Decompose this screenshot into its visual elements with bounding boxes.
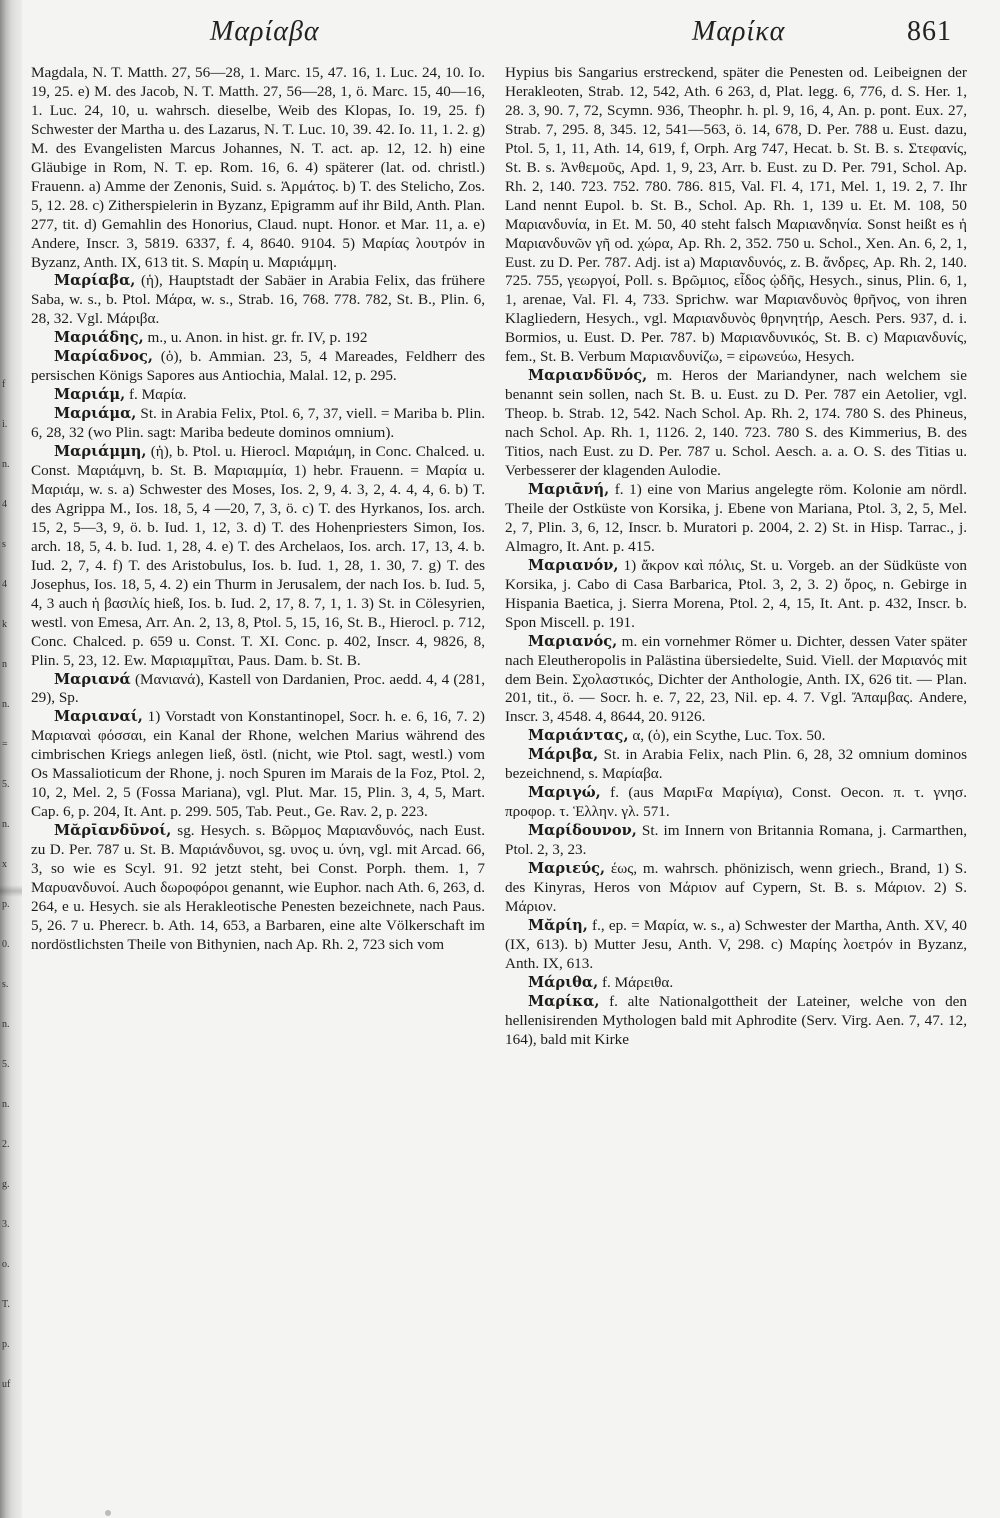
dictionary-entry: [505, 860, 967, 917]
margin-fragment: n.: [2, 699, 10, 710]
entry-headword: Μαριάδης,: [54, 329, 144, 347]
margin-fragment: n.: [2, 459, 10, 470]
dictionary-entry: [505, 633, 967, 728]
dictionary-entry: [505, 784, 967, 822]
entry-headword: Μαριάμμη,: [54, 443, 147, 461]
dictionary-entry: [31, 386, 485, 405]
margin-fragment: g.: [2, 1179, 10, 1190]
entry-headword: Μάριβα,: [528, 746, 599, 764]
margin-fragment: n: [2, 659, 7, 670]
entry-headword: Μαριεύς,: [528, 860, 606, 878]
margin-fragment: 5.: [2, 1059, 10, 1070]
entry-headword: Μᾰρῑανδῡνοί,: [54, 822, 172, 840]
entry-headword: Μαρίαδνος,: [54, 348, 153, 366]
dictionary-entry: [505, 917, 967, 974]
entry-text: m. ein vornehmer Römer u. Dichter, dessen Vater später nach Eleutheropolis in Palästina übersiedelte, Suid. Viell. der Μαριανός mit dem Bein. Σχολαστικός, Dichter der Anthologie, Anth. IX, 626 tit. — Plan. 201, tit., ö. — Socr. h. e. 7, 22, 23, Nil. ep. 4. 7. Vgl. Ἄπαμβας. Andere, Inscr. 3, 4548. 4, 8644, 20. 9126.: [505, 632, 967, 726]
margin-fragment: p.: [2, 1339, 10, 1350]
entry-headword: Μαρίαβα,: [54, 272, 136, 290]
entry-headword: Μάριθα,: [528, 973, 599, 991]
dictionary-entry: [505, 481, 967, 557]
entry-text: 1) ἄκρον καὶ πόλις, St. u. Vorgeb. an der Südküste von Korsika, j. Cabo di Casa Barbarica, Ptol. 3, 2, 3. 2) ὄρος, n. Gebirge in Hispania Baetica, j. Sierra Morena, Ptol. 2, 4, 15, It. Ant. p. 432, Inscr. b. Spon Miscell. p. 191.: [505, 556, 968, 631]
dictionary-entry: [31, 443, 485, 670]
dictionary-entry: [505, 993, 967, 1050]
ink-smudge: [105, 1510, 111, 1516]
entry-text: f. (aus ΜαριFα Μαρίγια), Const. Oecon. π. τ. γνησ. προφορ. τ. Ἑλλην. γλ. 571.: [505, 784, 967, 821]
page-number: 861: [907, 16, 952, 47]
margin-fragment: 3.: [2, 1219, 10, 1230]
entry-continuation: [31, 64, 485, 272]
dictionary-entry: [505, 822, 967, 860]
entry-text: f., ep. = Μαρία, w. s., a) Schwester der Martha, Anth. XV, 40 (IX, 613). b) Mutter Jesu, Anth. V, 298. c) Μαρίης λοετρόν in Byzanz, Anth. IX, 613.: [505, 916, 968, 972]
entry-headword: Μαρίκα,: [528, 992, 600, 1010]
entry-headword: Μαριανδῦνός,: [528, 367, 648, 385]
margin-fragment: n.: [2, 1019, 10, 1030]
entry-text: m. Heros der Mariandyner, nach welchem sie benannt sein sollen, nach St. B. u. Eust. zu D. Per. 787 ein Aetolier, vgl. Theop. b. Strab. 12, 542. Nach Schol. Ap. Rh. 2, 174. 780 S. des Phineus, nach Schol. Ap. Rh. 1, 1126. 2, 140. 723. 780 S. des Kimmerius, B. des Titios, nach Eust. zu D. Per. 787 u. Schol. Aesch. a. a. O. S. des Titias u. Verbesserer der klagenden Aulodie.: [505, 367, 968, 480]
entry-text: St. in Arabia Felix, nach Plin. 6, 28, 32 omnium dominos bezeichnend, s. Μαρίαβα.: [505, 746, 967, 783]
margin-fragment: f: [2, 379, 6, 390]
entry-text: Magdala, N. T. Matth. 27, 56—28, 1. Marc. 15, 47. 16, 1. Luc. 24, 10. Io. 19, 25. e) M. des Jacob, N. T. Matth. 27, 56—28, 1, ö. Marc. 15, 40—16, 1. Luc. 24, 10, u. wahrsch. dieselbe, Weib des Klopas, Io. 19, 25. f) Schwester der Martha u. des Lazarus, N. T. Luc. 10, 39. 42. Io. 11, 1. 2. g) M. des Evangelisten Marcus Johannes, N. T. act. ap. 12, 12. h) eine Gläubige in Rom, N. T. ep. Rom. 16, 6. 4) späterer (lat. od. christl.) Frauenn. a) Amme der Zenonis, Suid. s. Ἁρμάτος. b) T. des Stelicho, Zos. 5, 12. 28. c) Zitherspielerin in Byzanz, Epigramm auf ihr Bild, Anth. Plan. 277, tit. d) Gemahlin des Honorius, Claud. nupt. Honor. et Mar. 11, a. e) Andere, Inscr. 3, 5819. 6337, f. 4, 8640. 9104. 5) Μαρίας λουτρόν in Byzanz, Anth. IX, 613 tit. S. Μαρίη u. Μαριάμμη.: [31, 64, 485, 271]
entry-headword: Μαριανόν,: [528, 556, 619, 574]
margin-fragment: 4: [2, 579, 7, 590]
entry-headword: Μαριάμα,: [54, 405, 137, 423]
entry-text: α, (ὁ), ein Scythe, Luc. Tox. 50.: [632, 727, 826, 745]
margin-fragment: o.: [2, 1259, 10, 1270]
entry-text: f. Μαρία.: [128, 386, 187, 404]
dictionary-entry: [31, 348, 485, 386]
margin-fragment: 0.: [2, 939, 10, 950]
margin-fragment: k: [2, 619, 7, 630]
right-running-head: Μαρίκα: [692, 16, 786, 47]
entry-headword: Μαριγώ,: [528, 784, 601, 802]
left-column: [31, 64, 485, 955]
entry-text: έως, m. wahrsch. phönizisch, wenn griech., Brand, 1) S. des Kinyras, Heros von Μάριον auf Cypern, St. B. s. Μάριον. 2) S. Μάριον.: [505, 860, 967, 915]
dictionary-entry: [505, 727, 967, 746]
entry-text: St. in Arabia Felix, Ptol. 6, 7, 37, viell. = Mariba b. Plin. 6, 28, 32 (wo Plin. sagt: Mariba bedeute dominos omnium).: [31, 405, 485, 442]
margin-fragment: x: [2, 859, 7, 870]
margin-fragment: s.: [2, 979, 9, 990]
entry-text: (Μανιανά), Kastell von Dardanien, Proc. aedd. 4, 4 (281, 29), Sp.: [31, 670, 486, 707]
dictionary-entry: [505, 746, 967, 784]
entry-text: (ἡ), b. Ptol. u. Hierocl. Μαριάμη, in Conc. Chalced. u. Const. Μαριάμνη, b. St. B. Μαριαμμία, 1) hebr. Frauenn. = Μαρία u. Μαριάμ, w. s. a) Schwester des Moses, Ios. 2, 9, 4. 3, 2, 4. 4, 4, 6. b) T. des Agrippa M., Ios. 18, 5, 4 —20, 7, 3, ö. c) T. des Hyrkanos, Ios. arch. 15, 2, 5—3, 9, ö. b. Iud. 1, 12, 3. d) T. des Hohenpriesters Simon, Ios. arch. 18, 5, 4. b. Iud. 1, 28, 4. e) T. des Archelaos, Ios. arch. 17, 13, 4. b. Iud. 2, 7, 4. f) T. des Aristobulus, Ios. b. Iud. 1, 28, 1. 30, 7. g) T. des Josephus, Ios. 18, 5, 4. 2) ein Thurm in Jerusalem, der nach Ios. b. Iud. 5, 4, 3 auch ἡ βασιλίς hieß, Ios. b. Iud. 2, 17, 8. 7, 1, 1. 3) St. in Cölesyrien, westl. von Emesa, Arr. An. 2, 13, 8, Ptol. 5, 15, 16, St. B., Hierocl. p. 712, Conc. Chalced. p. 659 u. Const. T. XI. Conc. p. 402, Inscr. 4, 9826, 8, Plin. 5, 23, 12. Ew. Μαριαμμῖται, Paus. Dam. b. St. B.: [31, 443, 485, 669]
entry-text: St. im Innern von Britannia Romana, j. Carmarthen, Ptol. 2, 3, 23.: [505, 822, 968, 859]
dictionary-entry: [505, 367, 967, 481]
entry-text: 1) Vorstadt von Konstantinopel, Socr. h. e. 6, 16, 7. 2) Μαριαναὶ φόσσαι, ein Kanal der Rhone, welchen Marius während des cimbrischen Kriegs anlegen ließ, östl. (nicht, wie Ptol. sagt, westl.) vom Os Massalioticum der Rhone, j. noch Spuren im Marais de la Foz, Ptol. 2, 10, 2, Mel. 2, 5 (Fossa Mariana), vgl. Plut. Mar. 15, Plin. 3, 4, 5, Mart. Cap. 6, p. 204, It. Ant. p. 299. 505, Tab. Peut., Ge. Rav. 2, p. 223.: [31, 708, 485, 821]
margin-fragment: 4: [2, 499, 7, 510]
page-header: [0, 8, 1000, 48]
entry-text: Hypius bis Sangarius erstreckend, später die Penesten od. Leibeignen der Herakleoten, Strab. 12, 542, Ath. 6 263, d, Plat. legg. 6, 776, d. S. Her. 1, 28. 3, 90. 7, 72, Scymn. 936, Theophr. h. pl. 9, 16, 4, An. p. pont. Eux. 27, Strab. 7, 295. 8, 345. 12, 541—563, ö. 14, 678, D. Per. 788 u. Eust. dazu, Ptol. 5, 1, 11, Ath. 14, 619, f, Orph. Arg 747, Hecat. b. St. B. s. Στεφανίς, St. B. s. Ἀνθεμοῦς, Apd. 1, 9, 23, Arr. b. Eust. zu D. Per. 791, Schol. Ap. Rh. 2, 140. 723. 752. 780. 786. 815, Val. Fl. 4, 171, Mel. 1, 19. 2, 7. Ihr Land nennt Eupol. b. St. B., Schol. Ap. Rh. 1, 139 u. Et. M. 108, 50 Μαριανδυνία, in Et. M. 50, 40 steht falsch Μαριανδηνία. Sonst heißt es ἡ Μαριανδυνῶν γῆ od. χώρα, Ap. Rh. 2, 352. 750 u. Schol., Xen. An. 6, 2, 1, Eust. zu D. Per. 787. Adj. ist a) Μαριανδυνός, z. B. ἄνδρες, Ap. Rh. 2, 140. 725. 755, γεωργοί, Poll. s. Βρῶμιος, εἶδος ᾠδῆς, Hesych., sinus, Plin. 6, 1, 1, arenae, Val. Fl. 4, 733. Sprichw. war Μαριανδυνὸς θρῆνος, von ihren Klagliedern, Hesych., vgl. Μαριανδυνὸς θρηνητήρ, Aesch. Pers. 937, d. i. Bormios, u. Eust. D. Per. 787. b) Μαριανδυνικός, St. B. c) Μαριανδυνίς, fem., St. B. Verbum Μαριανδυνίζω, = εἰρωνεύω, Hesych.: [505, 64, 967, 366]
entry-headword: Μαριᾱνή,: [528, 480, 610, 498]
entry-text: f. alte Nationalgottheit der Lateiner, welche von den hellenisirenden Mythologen bald mit Aphrodite (Serv. Virg. Aen. 7, 47. 12, 164), bald mit Kirke: [505, 992, 967, 1048]
page-crease: [0, 885, 22, 897]
entry-text: sg. Hesych. s. Βῶρμος Μαριανδυνός, nach Eust. zu D. Per. 787 u. St. B. Μαριάνδυνοι, sg. υνος u. ύνη, vgl. mit Arcad. 66, 3, so wie es Scyl. 91. 92 jetzt steht, bei Const. Porph. them. 1, 7 Μαρυανδυνοί. Auch δωροφόροι genannt, wie Euphor. nach Ath. 6, 263, d. 264, e u. Hesych. sie als Herakleotische Penesten bezeichnete, nach Paus. 5, 26. 7 u. Pherecr. b. Ath. 14, 653, a Barbaren, eine alte Völkerschaft im nordöstlichsten Theile von Bithynien, nach Ap. Rh. 2, 723 sich vom: [31, 822, 485, 953]
entry-text: f. 1) eine von Marius angelegte röm. Kolonie am nördl. Theile der Ostküste von Korsika, j. Ebene von Mariana, Ptol. 3, 2, 5, Mel. 2, 7, Plin. 3, 6, 12, Inscr. b. Muratori p. 2004, 2. 2) St. in Hisp. Tarrac., j. Almagro, It. Ant. p. 415.: [505, 480, 967, 555]
dictionary-entry: [505, 557, 967, 633]
margin-fragment: s: [2, 539, 6, 550]
margin-fragment: =: [2, 739, 8, 750]
dictionary-entry: [31, 329, 485, 348]
dictionary-entry: [505, 974, 967, 993]
dictionary-entry: [31, 405, 485, 443]
margin-fragment: i.: [2, 419, 8, 430]
dictionary-entry: [31, 671, 485, 709]
left-running-head: Μαρίαβα: [210, 16, 320, 47]
entry-headword: Μαριάντας,: [528, 727, 629, 745]
entry-headword: Μαριανά: [54, 670, 131, 688]
dictionary-entry: [31, 708, 485, 822]
entry-text: (ὁ), b. Ammian. 23, 5, 4 Mareades, Feldherr des persischen Königs Sapores aus Antiochia, Malal. 12, p. 295.: [31, 348, 485, 385]
right-column: [505, 64, 967, 1050]
margin-fragment: 5.: [2, 779, 10, 790]
dictionary-entry: [31, 272, 485, 329]
book-spine-shadow: [0, 0, 22, 1518]
margin-fragment: n.: [2, 819, 10, 830]
margin-fragment: n.: [2, 1099, 10, 1110]
margin-fragment: p.: [2, 899, 10, 910]
entry-headword: Μαριανός,: [528, 632, 618, 650]
margin-fragment: T.: [2, 1299, 10, 1310]
margin-fragment: 2.: [2, 1139, 10, 1150]
entry-headword: Μᾰρίη,: [528, 916, 588, 934]
dictionary-entry: [31, 822, 485, 955]
entry-text: (ἡ), Hauptstadt der Sabäer in Arabia Felix, das frühere Saba, w. s., b. Ptol. Μάρα, w. s., Strab. 16, 768. 778. 782, St. B., Plin. 6, 28, 32. Vgl. Μάριβα.: [31, 272, 485, 328]
entry-headword: Μαριάμ,: [54, 386, 126, 404]
entry-text: m., u. Anon. in hist. gr. fr. IV, p. 192: [147, 329, 368, 347]
entry-headword: Μαριαναί,: [54, 708, 143, 726]
entry-text: f. Μάρειθα.: [602, 973, 674, 991]
entry-headword: Μαρίδουνον,: [528, 822, 637, 840]
entry-continuation: [505, 64, 967, 367]
margin-fragment: uf: [2, 1379, 11, 1390]
